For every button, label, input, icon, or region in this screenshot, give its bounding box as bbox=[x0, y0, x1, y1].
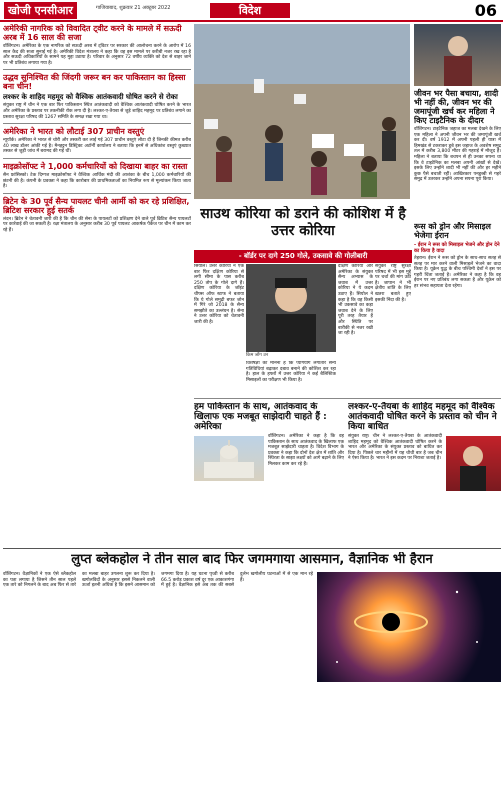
xi-photo bbox=[446, 436, 501, 491]
capitol-photo bbox=[194, 436, 264, 481]
protest-photo bbox=[194, 24, 410, 199]
divider bbox=[3, 158, 191, 159]
bottom-headline: लुप्त ब्लेकहोल ने तीन साल बाद फिर जगमगाया आसमान, वैज्ञानिक भी हैरान bbox=[71, 552, 433, 567]
main-col-1 bbox=[194, 264, 244, 394]
pak-headline: हम पाकिस्तान के साथ, आतंकवाद के खिलाफ एक मजबूत साझेदारी चाहते हैं : अमेरिका bbox=[194, 402, 327, 432]
story5-body: लंदन। ब्रिटेन ने चेतावनी जारी की है कि चीन की सेना के पायलटों को प्रशिक्षण देने वाले पूर्व ब्रिटिश सैन्य पायलटों पर कार्रवाई की जा सकती है। रक्षा मंत्रालय के अनुसार करीब 30 पूर्व पायलट आकर्षक पैकेज पर चीन में काम कर रहे हैं। bbox=[3, 216, 191, 233]
capitol-illustration bbox=[194, 436, 264, 481]
story3-headline: अमेरिका ने भारत को लौटाई 307 प्राचीन वस्तुएं bbox=[3, 127, 145, 137]
main-headline: साउथ कोरिया को डराने की कोशिश में है उत्तर कोरिया bbox=[200, 206, 406, 239]
iran-body: तेहरान। ईरान ने रूस को ड्रोन के साथ-साथ सतह से सतह पर मार करने वाली मिसाइलें भेजने का वादा किया है। यूक्रेन युद्ध के बीच पश्चिमी देशों ने इस पर गहरी चिंता जताई है। अमेरिका ने कहा है कि वह ईरान पर नए प्रतिबंध लगा सकता है और यूक्रेन को हर संभव सहायता देता रहेगा। bbox=[414, 256, 501, 289]
story2-headline: उद्धव सुनिश्चित की जिंदगी जरूर बन कर पाकिस्तान का हिस्सा बना चीन! bbox=[3, 73, 186, 92]
page-header bbox=[0, 0, 503, 22]
story2-body: संयुक्त राष्ट्र में चीन ने एक बार फिर पाकिस्तान स्थित आतंकवादी को वैश्विक आतंकवादी घोषित करने के भारत और अमेरिका के प्रस्ताव पर तकनीकी रोक लगा दी है। लश्कर-ए-तैयबा से जुड़े शाहिद महमूद पर प्रतिबंध लगाने का प्रस्ताव सुरक्षा परिषद की 1267 समिति के समक्ष रखा गया था। bbox=[3, 103, 191, 120]
person-illustration bbox=[414, 24, 501, 86]
iran-story bbox=[414, 222, 501, 372]
story2-subhead: लश्कर के शाहिद महमूद को वैश्विक आतंकवादी घोषित करने से रोका bbox=[3, 93, 178, 102]
iran-subhead: - ईरान ने रूस को मिसाइल भेजने और ड्रोन देने का किया है वादा bbox=[414, 242, 500, 254]
divider bbox=[3, 193, 191, 194]
date-line: गाजियाबाद, शुक्रवार 21 अक्टूबर 2022 bbox=[96, 5, 171, 11]
main-body-2: विशेषज्ञों का मानना है कि प्योंगयांग लगातार सैन्य गतिविधियां बढ़ाकर दबाव बनाने की कोशिश कर रहा है। हाल के हफ्तों में उत्तर कोरिया ने कई बैलिस्टिक मिसाइलों का परीक्षण भी किया है। bbox=[246, 361, 336, 383]
main-col-2 bbox=[246, 361, 336, 397]
bottom-text-columns bbox=[3, 572, 313, 682]
main-col-4 bbox=[375, 264, 411, 394]
story1-body: वॉशिंगटन। अमेरिका के एक नागरिक को सऊदी अरब में ट्विटर पर सरकार की आलोचना करने के आरोप में 16 साल कैद की सजा सुनाई गई है। अमेरिकी विदेश मंत्रालय ने कहा कि वह इस मामले पर करीबी नजर रख रहा है और सऊदी अधिकारियों के सामने यह मुद्दा उठाया है। परिवार के अनुसार 72 वर्षीय व्यक्ति को देश से बाहर जाने पर भी प्रतिबंध लगाया गया है। bbox=[3, 44, 191, 66]
pak-body: वॉशिंगटन। अमेरिका ने कहा है कि वह पाकिस्तान के साथ आतंकवाद के खिलाफ एक मजबूत साझेदारी चाहता है। विदेश विभाग के प्रवक्ता ने कहा कि दोनों देश क्षेत्र में शांति और स्थिरता के साझा लक्ष्यों को आगे बढ़ाने के लिए मिलकर काम कर रहे हैं। bbox=[268, 434, 344, 467]
main-body-3: दक्षिण कोरिया और अमेरिका के संयुक्त सैन्य अभ्यास के जवाब में उत्तर कोरिया ने ये कदम उठाए हैं। सियोल ने कहा है कि वह किसी भी उकसावे का कड़ा जवाब देने के लिए पूरी तरह तैयार है और स्थिति पर बारीकी से नजर रखी जा रही है। bbox=[338, 264, 373, 337]
divider bbox=[194, 398, 501, 399]
main-headline-block bbox=[194, 206, 412, 250]
page-number: 06 bbox=[474, 1, 497, 20]
main-body-4: संयुक्त राष्ट्र सुरक्षा परिषद में भी इस मुद्दे पर चर्चा की मांग उठी है। जापान ने भी क्षेत्रीय शांति के लिए खतरा बताते हुए इसकी निंदा की है। bbox=[375, 264, 411, 303]
kim-caption: किम जोंग उन bbox=[246, 353, 269, 358]
section-title: विदेश bbox=[210, 3, 290, 18]
left-column bbox=[3, 24, 191, 534]
lashkar-story bbox=[348, 402, 501, 550]
story5-headline: ब्रिटेन के 30 पूर्व सैन्य पायलट चीनी आर्मी को कर रहे प्रशिक्षित, ब्रिटिश सरकार हुई सतर्क bbox=[3, 196, 190, 215]
story1-headline: अमेरिकी नागरिक को विवादित ट्वीट करने के मामले में सऊदी अरब में 16 साल की सजा bbox=[3, 24, 182, 42]
blackhole-photo bbox=[317, 572, 501, 682]
titanic-headline: जीवन भर पैसा बचाया, शादी भी नहीं की, जीवन भर की जमापूंजी खर्च कर महिला ने किए टाइटैनिक के दीदार bbox=[414, 89, 499, 125]
xi-illustration bbox=[446, 436, 501, 491]
divider bbox=[3, 548, 501, 549]
story4-body: सैन फ्रांसिस्को। टेक दिग्गज माइक्रोसॉफ्ट ने वैश्विक आर्थिक मंदी की आशंका के बीच 1,000 कर्मचारियों की छंटनी की है। कंपनी के प्रवक्ता ने कहा कि कारोबार की प्राथमिकताओं का नियमित रूप से मूल्यांकन किया जाता है। bbox=[3, 172, 191, 190]
iran-headline: रूस को ड्रोन और मिसाइल भेजेगा ईरान bbox=[414, 222, 491, 240]
titanic-body: वॉशिंगटन। टाइटैनिक जहाज का मलबा देखने के लिए एक महिला ने अपनी जीवन भर की जमापूंजी खर्च कर दी। वर्ष 1912 में अपनी पहली ही यात्रा में हिमखंड से टकराकर डूबे इस जहाज के अवशेष समुद्र तल में करीब 3,800 मीटर की गहराई में मौजूद हैं। महिला ने बताया कि बचपन से ही उनका सपना था कि वे टाइटैनिक का मलबा अपनी आंखों से देखें। इसके लिए उन्होंने शादी भी नहीं की और हर महीने कुछ पैसे बचाती रहीं। आखिरकार पनडुब्बी से गहरे समुद्र में उतरकर उन्होंने अपना सपना पूरा किया। bbox=[414, 127, 501, 183]
divider bbox=[3, 69, 191, 70]
kim-illustration bbox=[246, 264, 336, 352]
blackhole-illustration bbox=[317, 572, 501, 682]
story4-headline: माइक्रोसॉफ्ट ने 1,000 कर्मचारियों को दिखाया बाहर का रास्ता bbox=[3, 161, 188, 171]
main-subhead: - बॉर्डर पर दागे 250 गोले, उकसावे की गोलीबारी bbox=[194, 250, 412, 263]
divider bbox=[3, 123, 191, 124]
protest-illustration bbox=[194, 24, 410, 199]
main-col-3 bbox=[338, 264, 373, 394]
bottom-story bbox=[3, 552, 501, 797]
pak-story bbox=[194, 402, 344, 550]
brand-name: खोजी एनसीआर bbox=[4, 2, 77, 19]
lashkar-headline: लश्कर-ए-तैयबा के शाहिद महमूद को वैश्विक आतंकवादी घोषित करने के प्रस्ताव को चीन ने किया बाधित bbox=[348, 402, 497, 432]
lashkar-body: संयुक्त राष्ट्र। चीन ने लश्कर-ए-तैयबा के आतंकवादी शाहिद महमूद को वैश्विक आतंकवादी घोषित करने के भारत और अमेरिका के संयुक्त प्रस्ताव को बाधित कर दिया है। पिछले चार महीनों में यह चौथी बार है जब चीन ने ऐसा किया है। भारत ने इस कदम पर निराशा जताई है। bbox=[348, 434, 442, 462]
story3-body: न्यूयॉर्क। अमेरिका ने भारत से चोरी और तस्करी कर लाई गई 307 प्राचीन वस्तुएं लौटा दी हैं जिनकी कीमत करीब 40 लाख डॉलर आंकी गई है। मैनहट्टन डिस्ट्रिक्ट अटॉर्नी कार्यालय ने बताया कि इनमें से अधिकांश वस्तुएं कुख्यात तस्कर से जुड़ी जांच में बरामद की गई थीं। bbox=[3, 138, 191, 155]
titanic-photo bbox=[414, 24, 501, 86]
main-body-1: सियोल। उत्तर कोरिया ने एक बार फिर दक्षिण कोरिया से लगी सीमा के पास करीब 250 तोप के गोले दागे हैं। दक्षिण कोरिया के जॉइंट चीफ्स ऑफ स्टाफ ने बताया कि ये गोले समुद्री बफर जोन में गिरे जो 2018 के सैन्य समझौते का उल्लंघन है। सेना ने उत्तर कोरिया को चेतावनी जारी की है। bbox=[194, 264, 244, 325]
right-column bbox=[414, 24, 501, 219]
kim-photo bbox=[246, 264, 336, 352]
bottom-body: वॉशिंगटन। वैज्ञानिकों ने एक ऐसे ब्लैकहोल का पता लगाया है जिसने तीन साल पहले एक तारे को निगलने के बाद अब फिर से तारे का मलबा बाहर उगलना शुरू कर दिया है। खगोलविदों के अनुसार इससे निकलने वाली ऊर्जा इतनी अधिक है कि इसने आसमान को जगमगा दिया है। यह घटना पृथ्वी से करीब 66.5 करोड़ प्रकाश वर्ष दूर एक आकाशगंगा में हुई है। वैज्ञानिक इसे अब तक की सबसे दुर्लभ खगोलीय घटनाओं में से एक मान रहे हैं। bbox=[3, 572, 313, 589]
